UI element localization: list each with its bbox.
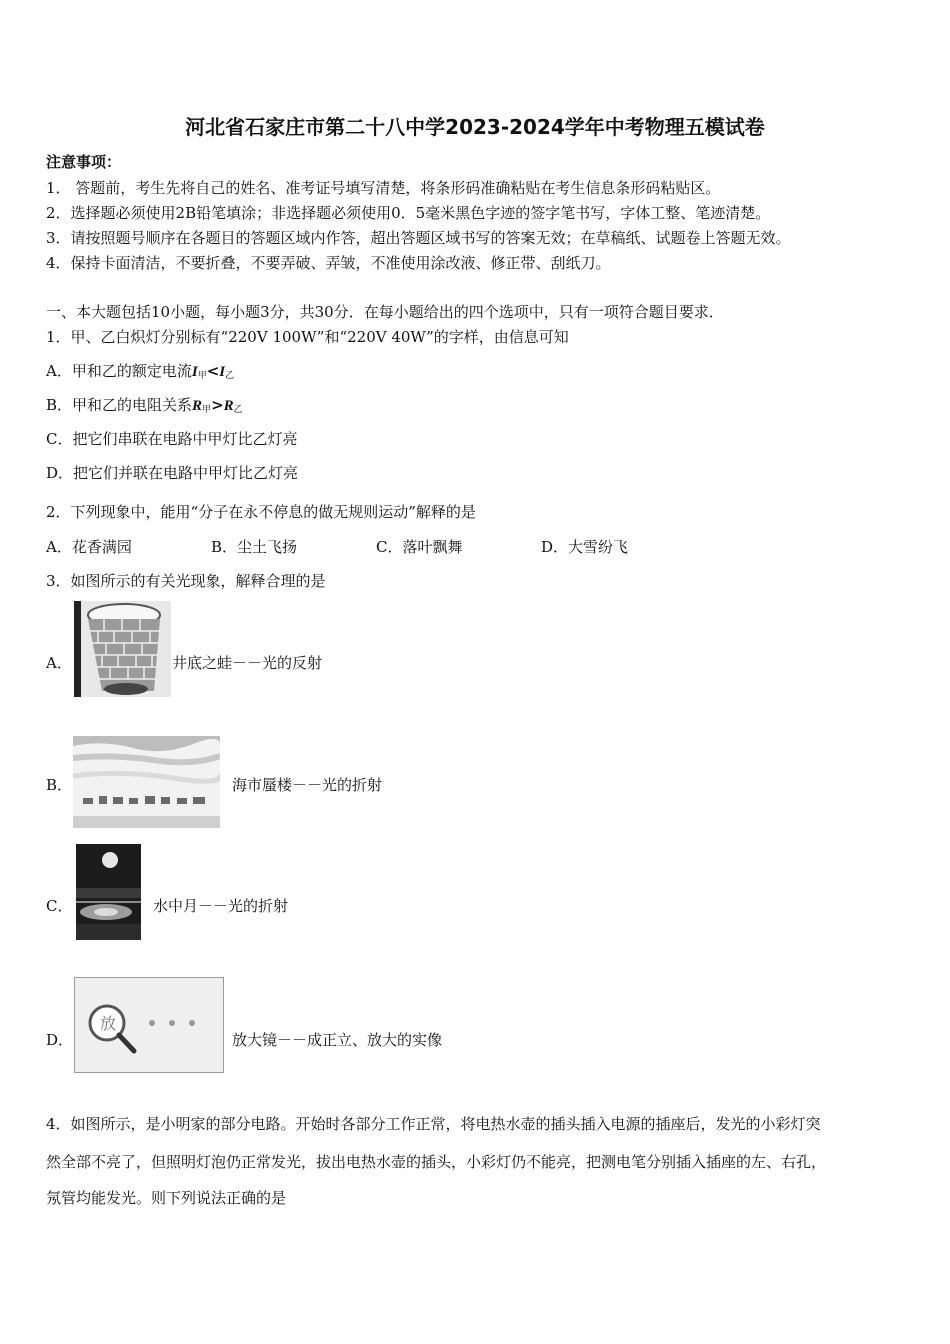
q1-a-symbol-2: I (219, 364, 226, 380)
page-title: 河北省石家庄市第二十八中学2023-2024学年中考物理五模试卷 (185, 115, 765, 139)
q1-b-symbol-2: R (223, 398, 234, 414)
q2-stem: 2．下列现象中，能用“分子在永不停息的做无规则运动”解释的是 (46, 503, 476, 521)
svg-text:放: 放 (100, 1014, 117, 1033)
q1-stem: 1．甲、乙白炽灯分别标有“220V 100W”和“220V 40W”的字样，由信息可知 (46, 328, 569, 346)
q3-option-a-text: 井底之蛙－－光的反射 (172, 654, 323, 672)
q1-b-operator: > (211, 396, 224, 414)
moon-in-water-image (76, 844, 141, 940)
notice-item-2: 2．选择题必须使用2B铅笔填涂；非选择题必须使用0．5毫米黑色字迹的签字笔书写，字体工整、笔迹清楚。 (46, 204, 771, 222)
q3-option-d-text: 放大镜－－成正立、放大的实像 (232, 1031, 443, 1049)
notice-heading: 注意事项： (46, 153, 122, 171)
mirage-image (73, 736, 220, 828)
notice-item-3: 3．请按照题号顺序在各题目的答题区域内作答，超出答题区域书写的答案无效；在草稿纸、试题卷上答题无效。 (46, 229, 791, 247)
q1-a-sub-1: 甲 (197, 371, 207, 381)
q1-option-b (46, 395, 243, 420)
notice-item-1: 1． 答题前，考生先将自己的姓名、准考证号填写清楚，将条形码准确粘贴在考生信息条形码粘贴区。 (46, 179, 721, 197)
q3-option-a-label: A． (46, 654, 72, 672)
q1-option-a (46, 361, 234, 386)
q3-stem: 3．如图所示的有关光现象，解释合理的是 (46, 572, 326, 590)
q1-b-sub-1: 甲 (202, 405, 212, 415)
q3-option-c-label: C． (46, 897, 73, 915)
q3-option-c-text: 水中月－－光的折射 (153, 897, 289, 915)
q1-a-symbol-1: I (191, 364, 198, 380)
q1-option-a-prefix: A．甲和乙的额定电流 (46, 362, 192, 380)
q1-a-sub-2: 乙 (225, 371, 235, 381)
q3-option-b-label: B． (46, 776, 73, 794)
magnifier-image (74, 977, 224, 1073)
q3-option-d-label: D． (46, 1031, 74, 1049)
q1-option-b-prefix: B．甲和乙的电阻关系 (46, 396, 193, 414)
q1-b-sub-2: 乙 (233, 405, 243, 415)
q1-a-operator: < (206, 362, 220, 380)
section-1-instructions: 一、本大题包括10小题，每小题3分，共30分．在每小题给出的四个选项中，只有一项符合题目要求． (46, 303, 724, 321)
q2-option-a: A．花香满园 (46, 538, 132, 556)
q4-stem-line-2: 然全部不亮了，但照明灯泡仍正常发光，拔出电热水壶的插头，小彩灯仍不能亮，把测电笔分别插入插座的左、右孔， (46, 1153, 827, 1171)
q3-option-b-text: 海市蜃楼－－光的折射 (232, 776, 383, 794)
well-frog-image (74, 601, 171, 697)
notice-item-4: 4．保持卡面清洁，不要折叠，不要弄破、弄皱，不准使用涂改液、修正带、刮纸刀。 (46, 254, 611, 272)
q2-option-c: C．落叶飘舞 (376, 538, 463, 556)
q1-option-c: C．把它们串联在电路中甲灯比乙灯亮 (46, 430, 298, 448)
q2-option-d: D．大雪纷飞 (541, 538, 629, 556)
q4-stem-line-1: 4．如图所示，是小明家的部分电路。开始时各部分工作正常，将电热水壶的插头插入电源的插座后，发光的小彩灯突 (46, 1115, 821, 1133)
q1-b-symbol-1: R (192, 398, 203, 414)
q4-stem-line-3: 氖管均能发光。则下列说法正确的是 (46, 1189, 287, 1207)
q1-option-d: D．把它们并联在电路中甲灯比乙灯亮 (46, 464, 299, 482)
q2-option-b: B．尘土飞扬 (211, 538, 298, 556)
